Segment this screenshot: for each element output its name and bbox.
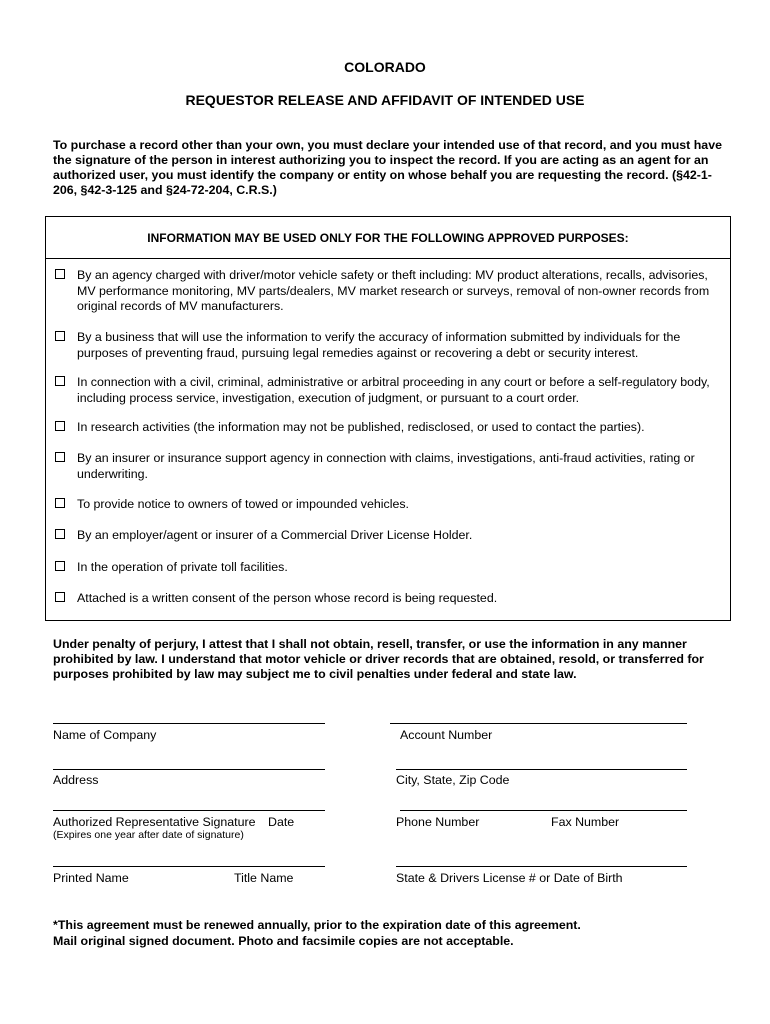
purpose-item	[55, 330, 715, 361]
renewal-note: *This agreement must be renewed annually, prior to the expiration date of this agreement.	[53, 918, 581, 932]
purpose-item	[55, 268, 715, 315]
purpose-text: In connection with a civil, criminal, administrative or arbitral proceeding in any court or before a self-regulatory body, including process service, investigation, execution of judgment, or pursuant to a court order.	[77, 375, 710, 405]
purpose-checkbox[interactable]	[55, 592, 65, 602]
license-line[interactable]	[396, 866, 687, 867]
signature-line[interactable]	[53, 810, 325, 811]
signature-label: Authorized Representative Signature	[53, 815, 256, 829]
purpose-text: In research activities (the information may not be published, redisclosed, or used to contact the parties).	[77, 420, 645, 434]
printed-name-line[interactable]	[53, 866, 325, 867]
purpose-text: To provide notice to owners of towed or impounded vehicles.	[77, 497, 409, 511]
purpose-text: By an agency charged with driver/motor vehicle safety or theft including: MV product alterations, recalls, advisories, MV performance monitoring, MV parts/dealers, MV market research or surveys, removal of non-owner records from original records of MV manufacturers.	[77, 268, 710, 313]
purpose-item	[55, 420, 715, 436]
purpose-text: By an insurer or insurance support agency in connection with claims, investigations, anti-fraud activities, rating or underwriting.	[77, 451, 695, 481]
fax-number-label: Fax Number	[551, 815, 620, 829]
address-line[interactable]	[53, 769, 325, 770]
purpose-checkbox[interactable]	[55, 498, 65, 508]
purpose-item	[55, 375, 715, 406]
company-name-label: Name of Company	[53, 728, 157, 742]
signature-expiry-note: (Expires one year after date of signature)	[53, 829, 244, 841]
purpose-item	[55, 560, 715, 576]
date-label: Date	[268, 815, 295, 829]
purpose-item	[55, 591, 715, 607]
license-label: State & Drivers License # or Date of Birth	[396, 871, 623, 885]
purpose-checkbox[interactable]	[55, 421, 65, 431]
purpose-item	[55, 528, 715, 544]
phone-number-label: Phone Number	[396, 815, 480, 829]
mailing-note: Mail original signed document. Photo and facsimile copies are not acceptable.	[53, 934, 514, 948]
company-name-line[interactable]	[53, 723, 325, 724]
account-number-label: Account Number	[400, 728, 493, 742]
purpose-checkbox[interactable]	[55, 331, 65, 341]
form-title: REQUESTOR RELEASE AND AFFIDAVIT OF INTENDED USE	[185, 92, 585, 108]
purpose-checkbox[interactable]	[55, 376, 65, 386]
title-name-label: Title Name	[234, 871, 294, 885]
phone-fax-line[interactable]	[400, 810, 687, 811]
purpose-text: By an employer/agent or insurer of a Commercial Driver License Holder.	[77, 528, 473, 542]
approved-purposes-heading: INFORMATION MAY BE USED ONLY FOR THE FOLLOWING APPROVED PURPOSES:	[46, 217, 730, 259]
approved-purposes-box	[45, 216, 731, 621]
intro-paragraph: To purchase a record other than your own, you must declare your intended use of that record, and you must have the signature of the person in interest authorizing you to inspect the record. If you are acting as an agent for an authorized user, you must identify the company or entity on whose behalf you are requesting the record. (§42-1-206, §42-3-125 and §24-72-204, C.R.S.)	[53, 138, 722, 197]
printed-name-label: Printed Name	[53, 871, 129, 885]
purpose-text: Attached is a written consent of the person whose record is being requested.	[77, 591, 498, 605]
purpose-text: In the operation of private toll facilities.	[77, 560, 288, 574]
account-number-line[interactable]	[390, 723, 687, 724]
form-state-heading: COLORADO	[344, 59, 426, 75]
purpose-item	[55, 497, 715, 513]
purpose-checkbox[interactable]	[55, 269, 65, 279]
purpose-item	[55, 451, 715, 482]
purpose-checkbox[interactable]	[55, 529, 65, 539]
purpose-checkbox[interactable]	[55, 452, 65, 462]
city-state-zip-label: City, State, Zip Code	[396, 773, 510, 787]
purpose-text: By a business that will use the information to verify the accuracy of information submitted by individuals for the purposes of preventing fraud, pursuing legal remedies against or recovering a debt or security interest.	[77, 330, 681, 360]
address-label: Address	[53, 773, 99, 787]
city-state-zip-line[interactable]	[396, 769, 687, 770]
footer-notes	[53, 917, 733, 949]
perjury-attestation: Under penalty of perjury, I attest that I shall not obtain, resell, transfer, or use the information in any manner prohibited by law. I understand that motor vehicle or driver records that are obtained, resold, or transferred for purposes prohibited by law may subject me to civil penalties under federal and state law.	[53, 637, 704, 681]
purpose-checkbox[interactable]	[55, 561, 65, 571]
